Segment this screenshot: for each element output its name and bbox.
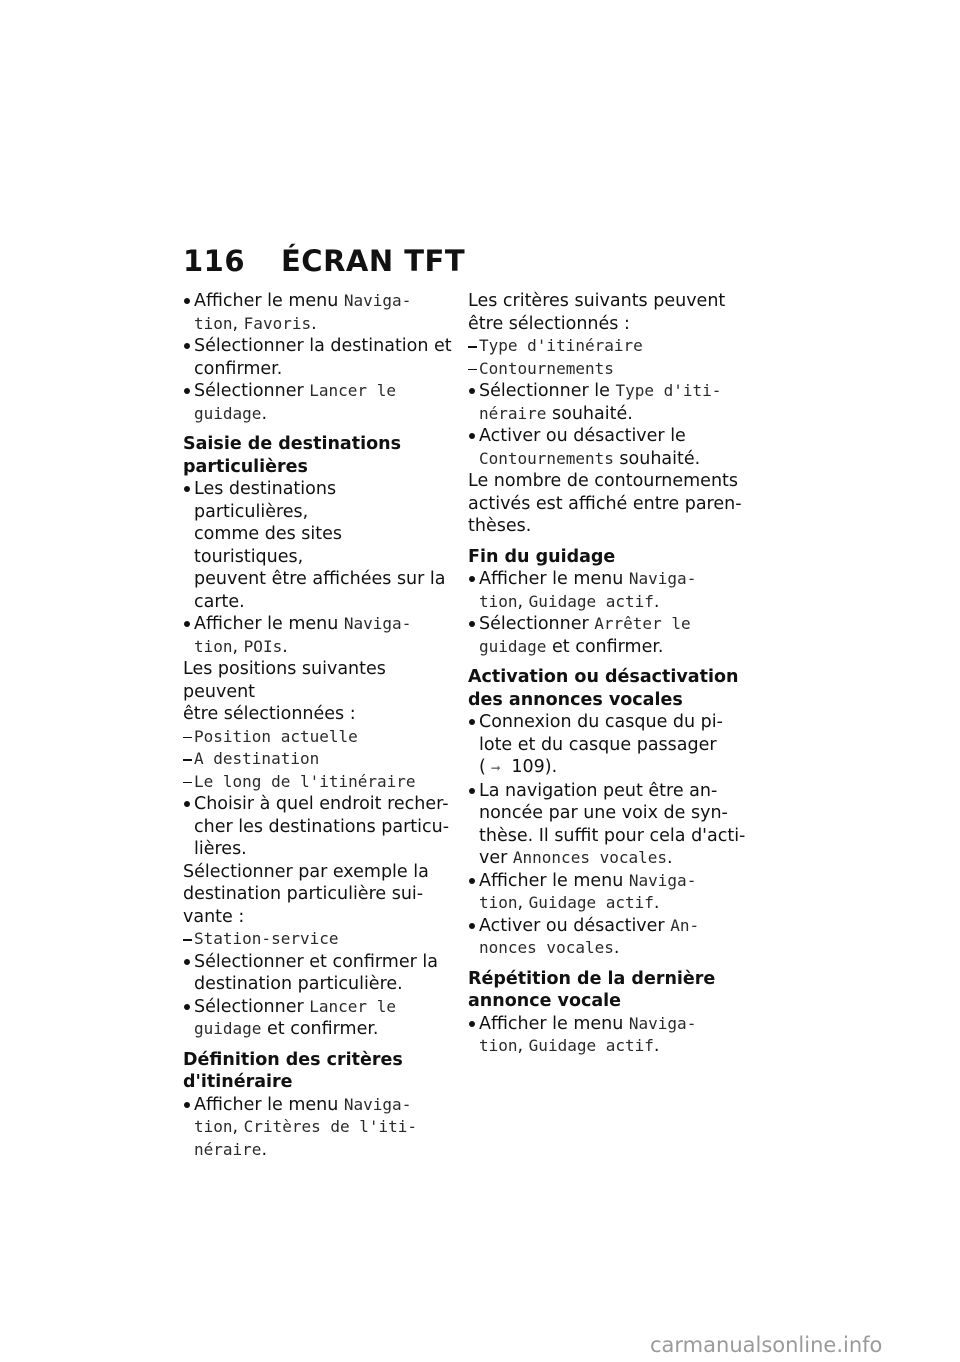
list-item-cont: lières. [194, 839, 247, 859]
paragraph: Les critères suivants peuvent [468, 291, 726, 311]
list-item: Afficher le menu Naviga- [468, 870, 748, 893]
list-item-cont: cher les destinations particu- [194, 816, 450, 837]
list-item-cont: confirmer. [194, 358, 283, 379]
paragraph: activés est affiché entre paren- [468, 493, 742, 514]
list-item-cont: tion, Guidage actif. [479, 893, 660, 913]
list-item-cont: comme des sites touristiques, [194, 524, 343, 567]
paragraph: destination particulière sui- [183, 884, 424, 904]
list-item-cont: Contournements souhaité. [479, 448, 701, 469]
page-title: ÉCRAN TFT [281, 244, 466, 278]
option-item: Le long de l'itinéraire [183, 771, 455, 794]
list-item-cont: néraire. [194, 1139, 268, 1160]
list-item: Sélectionner le Type d'iti- [468, 380, 748, 403]
watermark: carmanualsonline.info [650, 1333, 883, 1357]
section-heading: Fin du guidage [468, 546, 616, 567]
paragraph: Les positions suivantes peuvent [183, 659, 386, 702]
left-column [183, 290, 455, 1161]
list-item: Sélectionner Arrêter le [468, 613, 748, 636]
list-item-cont: tion, POIs. [194, 636, 288, 657]
option-item: Station-service [183, 928, 455, 951]
list-item: Sélectionner Lancer le [183, 380, 455, 403]
right-column [468, 290, 748, 1058]
paragraph: thèses. [468, 516, 532, 536]
list-item: Activer ou désactiver An- [468, 915, 748, 938]
option-item: A destination [183, 748, 455, 771]
list-item: Afficher le menu Naviga- [183, 1094, 455, 1117]
page-number: 116 [183, 244, 246, 278]
list-item: Sélectionner et confirmer la [183, 951, 455, 974]
paragraph: Sélectionner par exemple la [183, 861, 429, 882]
list-item-cont: ( ➞ 109). [468, 756, 748, 780]
list-item: Afficher le menu Naviga- [183, 290, 455, 313]
list-item: Sélectionner la destination et [183, 335, 455, 358]
list-item-cont: destination particulière. [194, 974, 403, 994]
list-item-cont: lote et du casque passager [479, 734, 717, 755]
list-item: Sélectionner Lancer le [183, 996, 455, 1019]
option-item: Position actuelle [183, 726, 455, 749]
list-item: Afficher le menu Naviga- [183, 613, 455, 636]
list-item-cont: noncée par une voix de syn- [479, 803, 728, 823]
section-heading: Activation ou désactivation des annonces vocales [468, 667, 739, 710]
section-heading: Répétition de la dernière annonce vocale [468, 968, 716, 1011]
option-item: Contournements [468, 358, 748, 381]
list-item: Afficher le menu Naviga- [468, 568, 748, 591]
list-item-cont: tion, Critères de l'iti- [194, 1117, 418, 1137]
list-item: Connexion du casque du pi- [468, 711, 748, 734]
list-item: Activer ou désactiver le [468, 425, 748, 448]
paragraph: être sélectionnées : [183, 704, 356, 724]
list-item-cont: guidage et confirmer. [479, 636, 664, 657]
list-item: La navigation peut être an- [468, 780, 748, 803]
list-item-cont: peuvent être affichées sur la [194, 569, 446, 589]
list-item-cont: tion, Guidage actif. [479, 1036, 660, 1056]
list-item-cont: guidage. [194, 403, 268, 424]
list-item-cont: guidage et confirmer. [194, 1019, 379, 1039]
list-item-cont: tion, Guidage actif. [479, 591, 660, 612]
paragraph: Le nombre de contournements [468, 471, 739, 491]
list-item: Les destinations particulières, [183, 478, 455, 523]
list-item-cont: ver Annonces vocales. [479, 848, 673, 868]
list-item-cont: carte. [194, 591, 245, 612]
list-item: Afficher le menu Naviga- [468, 1013, 748, 1036]
option-item: Type d'itinéraire [468, 335, 748, 358]
list-item-cont: néraire souhaité. [479, 403, 633, 424]
paragraph: être sélectionnés : [468, 313, 630, 334]
list-item-cont: nonces vocales. [479, 938, 620, 958]
page-reference-arrow-icon: ➞ [490, 761, 501, 775]
section-heading: Saisie de destinations particulières [183, 434, 401, 477]
page-header [183, 244, 465, 278]
list-item-cont: tion, Favoris. [194, 313, 317, 334]
paragraph: vante : [183, 906, 245, 927]
list-item-cont: thèse. Il suffit pour cela d'acti- [479, 825, 746, 846]
list-item: Choisir à quel endroit recher- [183, 793, 455, 816]
section-heading: Définition des critères d'itinéraire [183, 1049, 403, 1092]
